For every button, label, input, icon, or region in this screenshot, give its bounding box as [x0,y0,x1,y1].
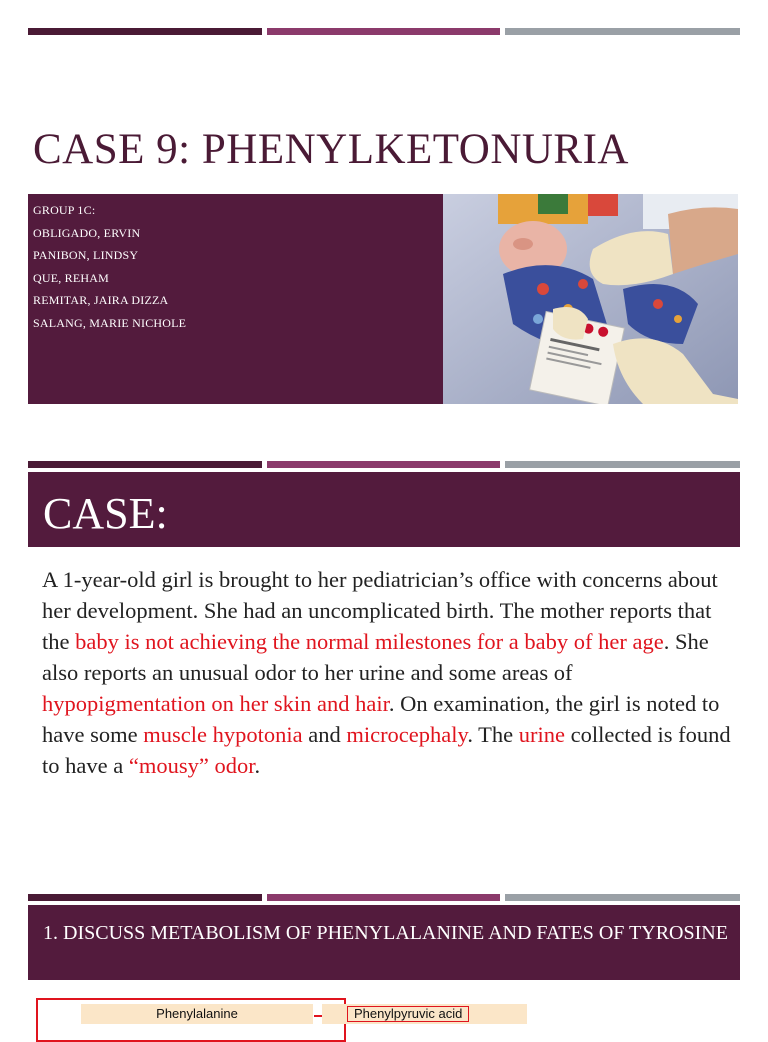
question-header-band [28,905,740,980]
accent-bar-plum [267,894,500,901]
group-member: QUE, REHAM [33,270,109,285]
case-text-segment: . [254,753,261,778]
group-member: REMITAR, JAIRA DIZZA [33,293,169,308]
highlighted-finding: urine [518,722,565,747]
group-member: PANIBON, LINDSY [33,248,139,263]
case-description [42,564,732,781]
slide1-title: CASE 9: PHENYLKETONURIA [33,126,629,173]
metabolism-diagram [28,990,740,1024]
case-text-segment: . She also reports an unusual odor to her urine and some areas of [42,629,709,685]
newborn-screening-photo-illustration [443,194,738,404]
accent-bar-gray [505,894,740,901]
accent-bar-dark [28,28,262,35]
slide3-accent-bars [28,894,740,902]
slide2-accent-bars [28,461,740,469]
case-heading: CASE: [43,489,168,538]
highlighted-finding: microcephaly [346,722,468,747]
highlighted-finding: “mousy” odor [128,753,255,778]
group-member: OBLIGADO, ERVIN [33,225,141,240]
phenylalanine-box: Phenylalanine [81,1004,313,1024]
phenylpyruvic-acid-label: Phenylpyruvic acid [347,1006,469,1022]
accent-bar-plum [267,461,500,468]
highlighted-finding: hypopigmentation on her skin and hair [42,691,389,716]
question-heading: 1. DISCUSS METABOLISM OF PHENYLALANINE AND FATES OF TYROSINE [43,922,728,944]
highlighted-finding: muscle hypotonia [143,722,303,747]
case-text-segment: . On examination, the girl is noted to have some [42,691,720,747]
group-label: GROUP 1C: [33,203,96,217]
case-text-segment: A 1-year-old girl is brought to her pediatrician’s office with concerns about her development. She had an uncomplicated birth. The mother reports that the [42,567,718,654]
slide1-accent-bars [28,28,740,36]
accent-bar-dark [28,894,262,901]
case-text-segment: collected is found to have a [42,722,731,778]
group-member: SALANG, MARIE NICHOLE [33,315,187,330]
case-header-band [28,472,740,547]
newborn-screening-photo [443,194,738,404]
case-text-segment: . The [467,722,519,747]
case-text-segment: and [302,722,347,747]
group-members-list [28,194,443,335]
accent-bar-gray [505,461,740,468]
highlighted-finding: baby is not achieving the normal milestones for a baby of her age [75,629,664,654]
group-members-box [28,194,443,404]
accent-bar-gray [505,28,740,35]
accent-bar-dark [28,461,262,468]
phenylpyruvic-acid-box [322,1004,527,1024]
accent-bar-plum [267,28,500,35]
